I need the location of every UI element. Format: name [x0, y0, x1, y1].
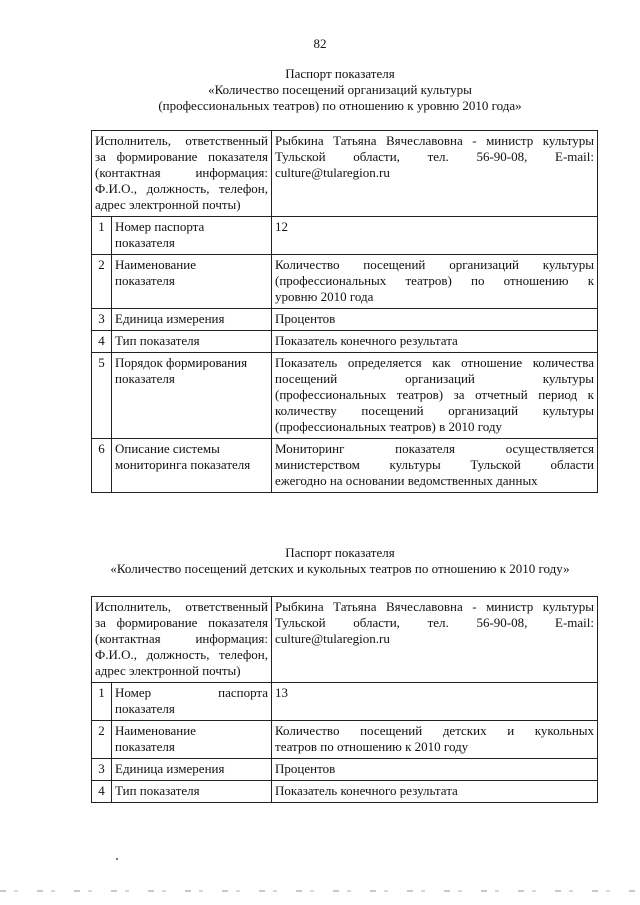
executor-value-line: Тульской области, тел. 56-90-08, E-mail:: [275, 615, 595, 630]
executor-value-line: Рыбкина Татьяна Вячеславовна - министр культуры: [275, 133, 595, 148]
row-value: [272, 217, 598, 255]
row-value: [272, 331, 598, 353]
row-label: [112, 683, 272, 721]
executor-value-line: Рыбкина Татьяна Вячеславовна - министр культуры: [275, 599, 595, 614]
row-value-line: Мониторинг показателя осуществляется: [275, 441, 595, 456]
row-value-line: (профессиональных театров) по отношению к: [275, 273, 595, 288]
passport1-heading: [80, 66, 600, 114]
executor-label-line: (контактная информация:: [95, 165, 269, 180]
executor-label: [92, 131, 272, 217]
row-label: [112, 309, 272, 331]
row-number: 2: [92, 721, 112, 759]
row-label: [112, 331, 272, 353]
row-value-line: количеству посещений организаций культуры: [275, 403, 595, 418]
row-label: [112, 353, 272, 439]
row-value-line: уровню 2010 года: [275, 289, 374, 304]
row-label: [112, 759, 272, 781]
passport1-table: [91, 130, 598, 493]
executor-label-line: Исполнитель, ответственный: [95, 133, 269, 148]
row-value: [272, 781, 598, 803]
row-label-line: Тип показателя: [115, 333, 200, 348]
executor-label: [92, 597, 272, 683]
row-number: 1: [92, 683, 112, 721]
row-number: 4: [92, 781, 112, 803]
row-number: 3: [92, 309, 112, 331]
row-number: 2: [92, 255, 112, 309]
table-row: [92, 331, 598, 353]
row-value-line: Процентов: [275, 761, 336, 776]
row-value: [272, 759, 598, 781]
row-number: 1: [92, 217, 112, 255]
row-value-line: посещений организаций культуры: [275, 371, 595, 386]
row-value-line: (профессиональных театров) в 2010 году: [275, 419, 503, 434]
table-row: [92, 759, 598, 781]
table-row: [92, 683, 598, 721]
table-row: [92, 721, 598, 759]
row-value-line: (профессиональных театров) за отчетный период к: [275, 387, 595, 402]
row-label-line: показателя: [115, 739, 175, 754]
executor-label-line: Исполнитель, ответственный: [95, 599, 269, 614]
row-label-line: показателя: [115, 273, 175, 288]
row-label-line: Описание системы: [115, 441, 220, 456]
executor-row: [92, 131, 598, 217]
executor-value-line: Тульской области, тел. 56-90-08, E-mail:: [275, 149, 595, 164]
row-value-line: Показатель определяется как отношение количества: [275, 355, 595, 370]
passport1-subtitle-line: (профессиональных театров) по отношению к уровню 2010 года»: [158, 98, 522, 113]
passport2-heading: [80, 545, 600, 577]
row-value-line: Показатель конечного результата: [275, 783, 458, 798]
row-value-line: Количество посещений детских и кукольных: [275, 723, 595, 738]
row-label-line: Порядок формирования: [115, 355, 248, 370]
executor-value: [272, 597, 598, 683]
table-row: [92, 217, 598, 255]
executor-label-line: адрес электронной почты): [95, 197, 241, 212]
page-number: 82: [313, 36, 327, 51]
row-label: [112, 781, 272, 803]
row-number: 4: [92, 331, 112, 353]
executor-value: [272, 131, 598, 217]
row-label: [112, 217, 272, 255]
scan-edge-noise: [0, 890, 640, 892]
executor-value-line: culture@tularegion.ru: [275, 631, 390, 646]
row-label-line: Наименование: [115, 723, 196, 738]
row-label: [112, 721, 272, 759]
row-value: [272, 255, 598, 309]
executor-label-line: Ф.И.О., должность, телефон,: [95, 647, 269, 662]
passport1-title: Паспорт показателя: [285, 66, 395, 81]
row-number: 3: [92, 759, 112, 781]
table-row: [92, 309, 598, 331]
row-value: [272, 309, 598, 331]
executor-label-line: (контактная информация:: [95, 631, 269, 646]
row-label-line: Единица измерения: [115, 311, 225, 326]
table-row: [92, 255, 598, 309]
row-label: [112, 255, 272, 309]
passport2-subtitle-line: «Количество посещений детских и кукольных театров по отношению к 2010 году»: [110, 561, 570, 576]
row-label-line: показателя: [115, 701, 175, 716]
row-value-line: театров по отношению к 2010 году: [275, 739, 469, 754]
executor-label-line: за формирование показателя: [95, 615, 269, 630]
row-value-line: министерством культуры Тульской области: [275, 457, 595, 472]
row-label-line: Единица измерения: [115, 761, 225, 776]
row-label-line: показателя: [115, 235, 175, 250]
row-value: [272, 439, 598, 493]
row-value: [272, 683, 598, 721]
row-value-line: Показатель конечного результата: [275, 333, 458, 348]
row-value-line: ежегодно на основании ведомственных данных: [275, 473, 538, 488]
executor-row: [92, 597, 598, 683]
scan-speck: [116, 858, 118, 860]
executor-value-line: culture@tularegion.ru: [275, 165, 390, 180]
row-value-line: 13: [275, 685, 289, 700]
row-value-line: Процентов: [275, 311, 336, 326]
table-row: [92, 781, 598, 803]
row-value-line: 12: [275, 219, 289, 234]
row-value-line: Количество посещений организаций культуры: [275, 257, 595, 272]
row-label: [112, 439, 272, 493]
row-value: [272, 353, 598, 439]
executor-label-line: за формирование показателя: [95, 149, 269, 164]
row-label-line: показателя: [115, 371, 175, 386]
row-number: 6: [92, 439, 112, 493]
table-row: [92, 439, 598, 493]
passport2-title: Паспорт показателя: [285, 545, 395, 560]
executor-label-line: адрес электронной почты): [95, 663, 241, 678]
row-number: 5: [92, 353, 112, 439]
row-label-line: Тип показателя: [115, 783, 200, 798]
row-label-line: Номер паспорта: [115, 685, 269, 700]
passport1-subtitle-line: «Количество посещений организаций культуры: [208, 82, 472, 97]
table-row: [92, 353, 598, 439]
row-label-line: Номер паспорта: [115, 219, 205, 234]
passport2-table: [91, 596, 598, 803]
row-label-line: мониторинга показателя: [115, 457, 251, 472]
row-value: [272, 721, 598, 759]
row-label-line: Наименование: [115, 257, 196, 272]
executor-label-line: Ф.И.О., должность, телефон,: [95, 181, 269, 196]
